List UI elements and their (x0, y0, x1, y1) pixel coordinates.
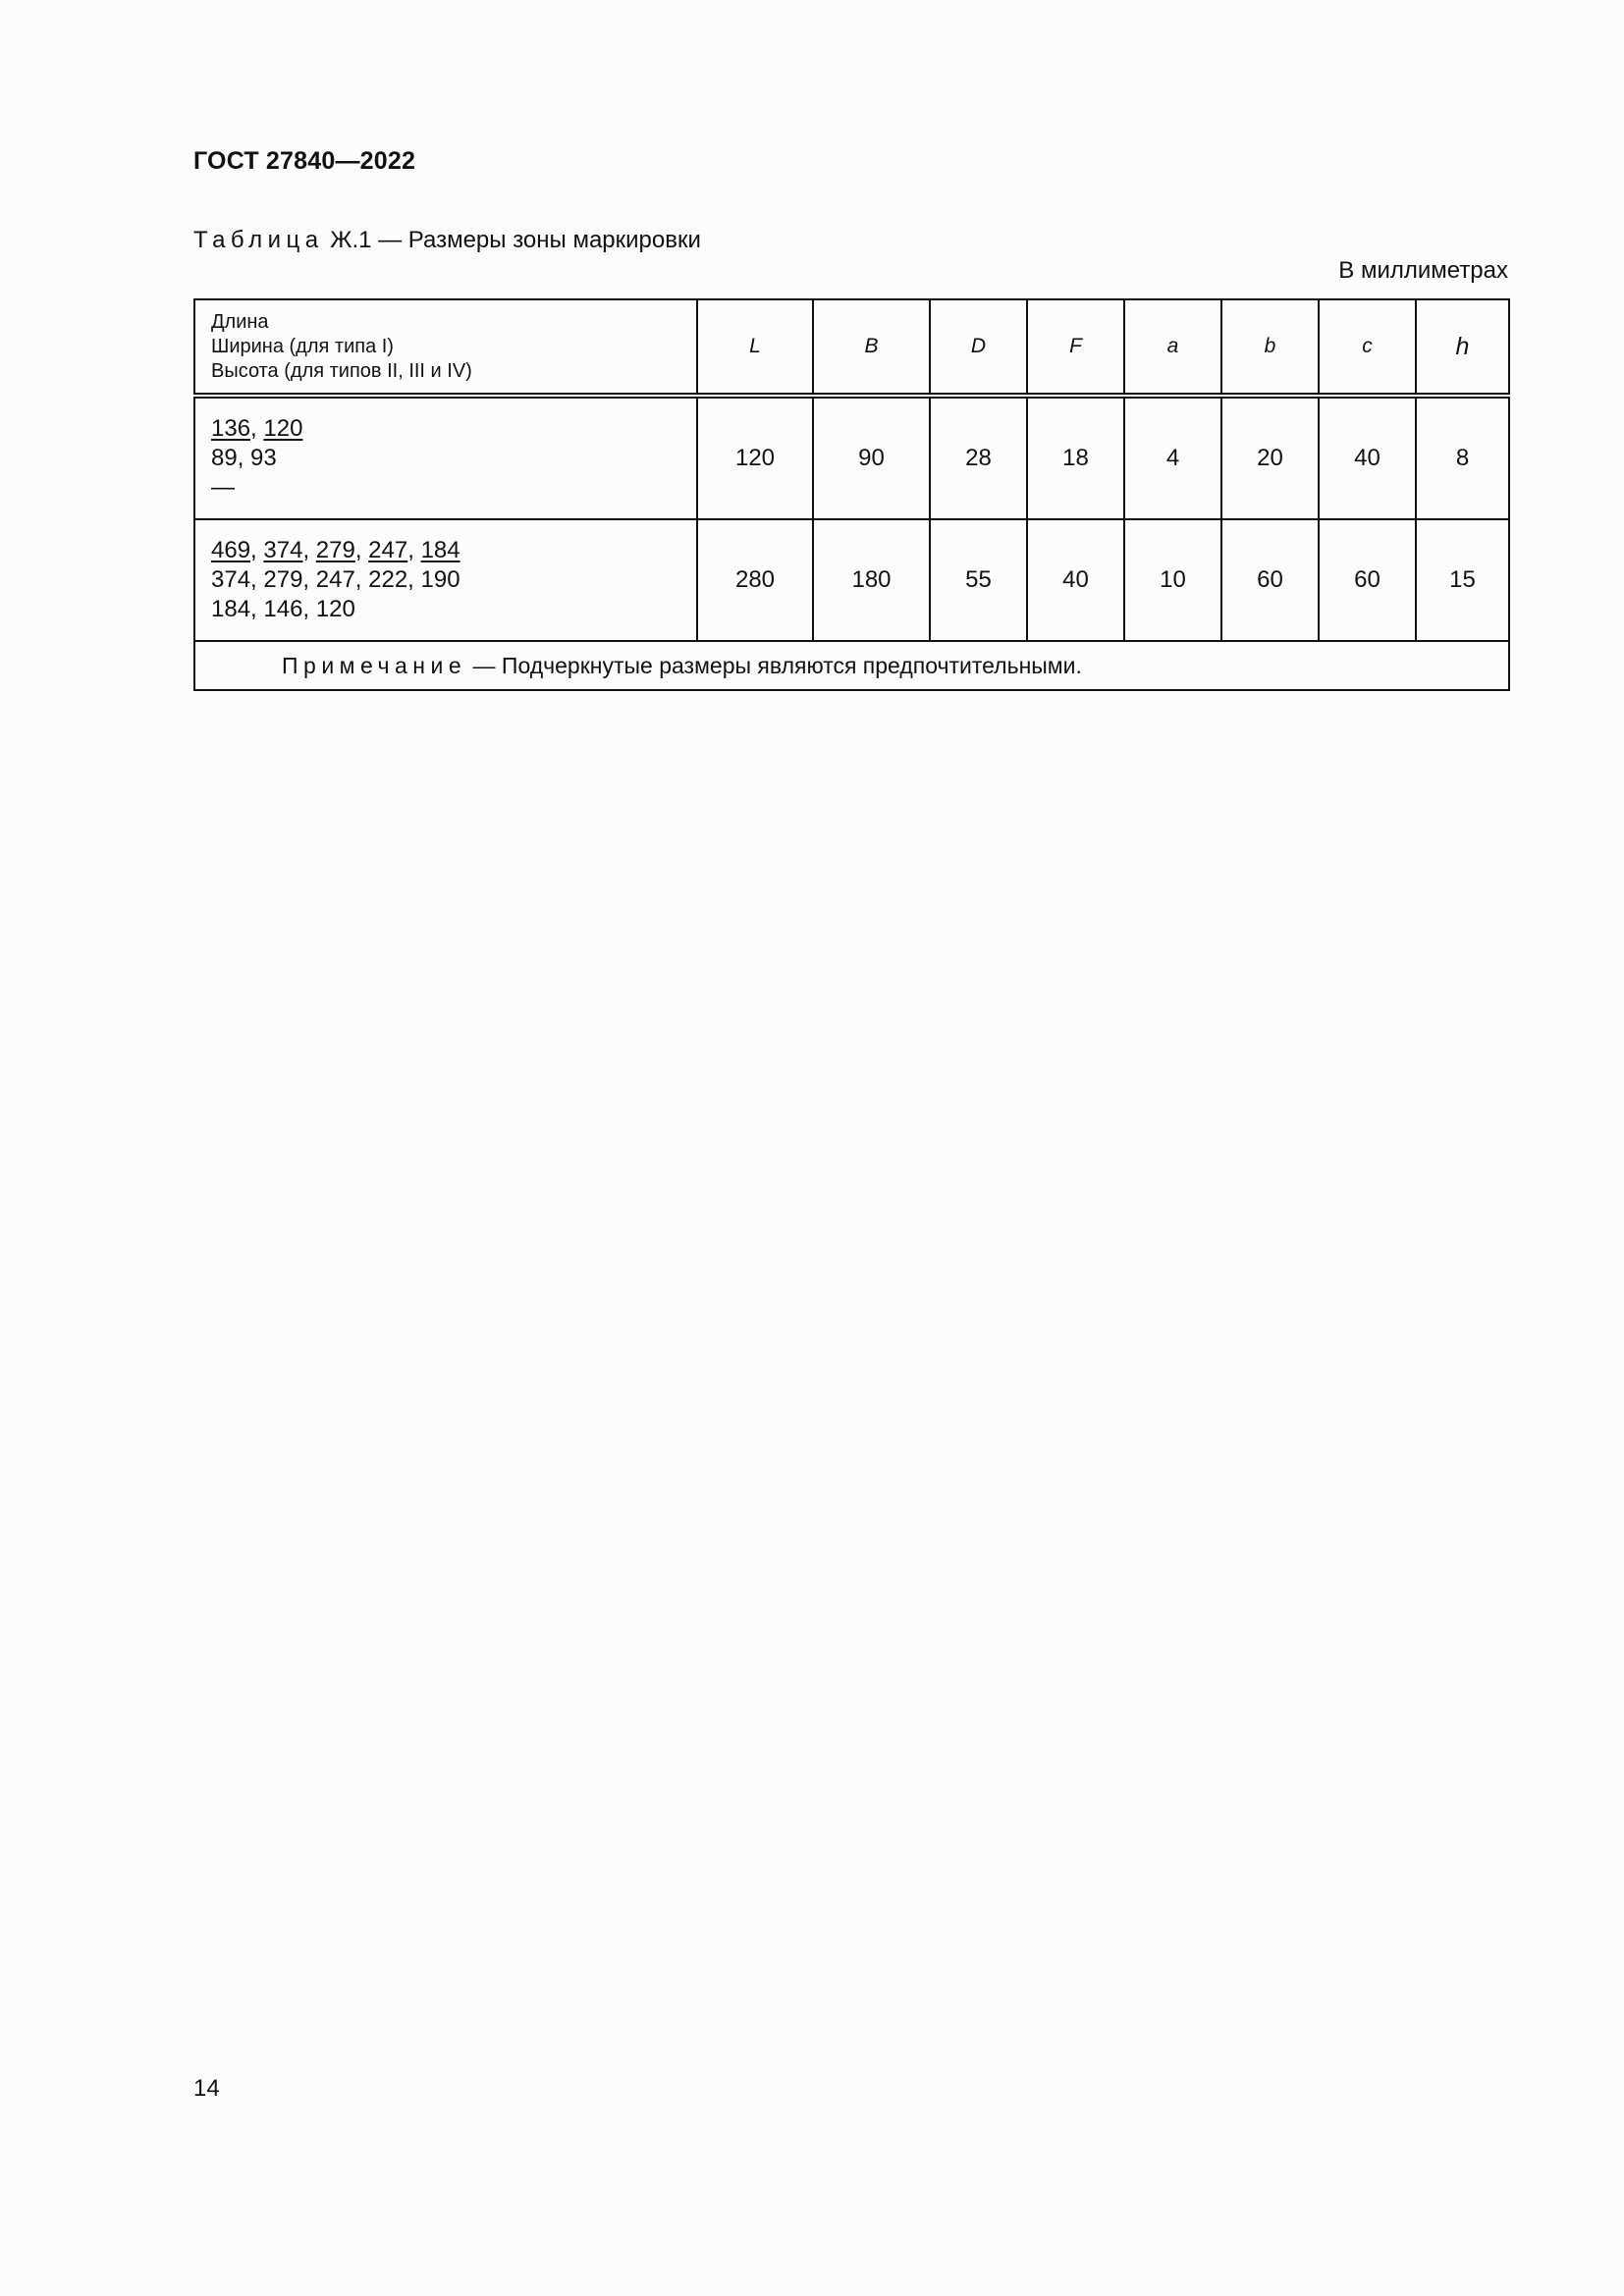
value-cell: 4 (1124, 396, 1221, 519)
param-header-line: Ширина (для типа I) (211, 335, 394, 357)
param-header-line: Длина (211, 310, 269, 333)
value-cell: 40 (1027, 519, 1124, 641)
table-caption-label: Таблица (193, 227, 324, 253)
note-text: — Подчеркнутые размеры являются предпочтительными. (466, 652, 1082, 678)
param-line (211, 595, 696, 624)
column-header-D: D (930, 299, 1027, 396)
size-text: , (250, 415, 264, 442)
value-cell: 90 (813, 396, 930, 519)
size-text: , (302, 537, 316, 563)
preferred-size: 279 (315, 537, 355, 563)
column-header-h: h (1416, 299, 1509, 396)
table-row (194, 519, 1509, 641)
param-cell (194, 519, 697, 641)
table-caption (193, 227, 701, 254)
column-header-L: L (697, 299, 813, 396)
table-note (194, 641, 1509, 690)
size-text: 89, 93 (211, 445, 277, 471)
document-code: ГОСТ 27840—2022 (193, 147, 416, 175)
param-line (211, 414, 696, 444)
value-cell: 40 (1319, 396, 1416, 519)
table-row (194, 396, 1509, 519)
value-cell: 60 (1319, 519, 1416, 641)
column-header-F: F (1027, 299, 1124, 396)
table-header-row (194, 299, 1509, 396)
preferred-size: 120 (263, 415, 303, 442)
value-cell: 55 (930, 519, 1027, 641)
column-header-c: c (1319, 299, 1416, 396)
column-header-a: a (1124, 299, 1221, 396)
column-header-b: b (1221, 299, 1319, 396)
size-text: , (354, 537, 369, 563)
value-cell: 28 (930, 396, 1027, 519)
param-header-cell (194, 299, 697, 396)
value-cell: 60 (1221, 519, 1319, 641)
size-text: , (250, 537, 264, 563)
value-cell: 18 (1027, 396, 1124, 519)
param-line (211, 536, 696, 565)
column-header-B: B (813, 299, 930, 396)
param-line (211, 473, 696, 503)
preferred-size: 469 (211, 537, 251, 563)
value-cell: 8 (1416, 396, 1509, 519)
value-cell: 20 (1221, 396, 1319, 519)
param-line (211, 565, 696, 595)
size-text: , (407, 537, 421, 563)
param-line (211, 444, 696, 473)
preferred-size: 374 (263, 537, 303, 563)
size-text: 184, 146, 120 (211, 596, 355, 622)
value-cell: 280 (697, 519, 813, 641)
table-note-row (194, 641, 1509, 690)
size-text: — (211, 474, 235, 501)
value-cell: 15 (1416, 519, 1509, 641)
preferred-size: 184 (420, 537, 460, 563)
value-cell: 10 (1124, 519, 1221, 641)
marking-zone-table (193, 298, 1510, 691)
page-number: 14 (193, 2075, 220, 2102)
note-label: Примечание (282, 652, 467, 678)
table-caption-title: Ж.1 — Размеры зоны маркировки (330, 227, 701, 253)
value-cell: 180 (813, 519, 930, 641)
value-cell: 120 (697, 396, 813, 519)
preferred-size: 136 (211, 415, 251, 442)
param-cell (194, 396, 697, 519)
param-header-line: Высота (для типов II, III и IV) (211, 359, 472, 382)
units-label: В миллиметрах (1338, 257, 1508, 284)
size-text: 374, 279, 247, 222, 190 (211, 566, 460, 593)
preferred-size: 247 (368, 537, 408, 563)
